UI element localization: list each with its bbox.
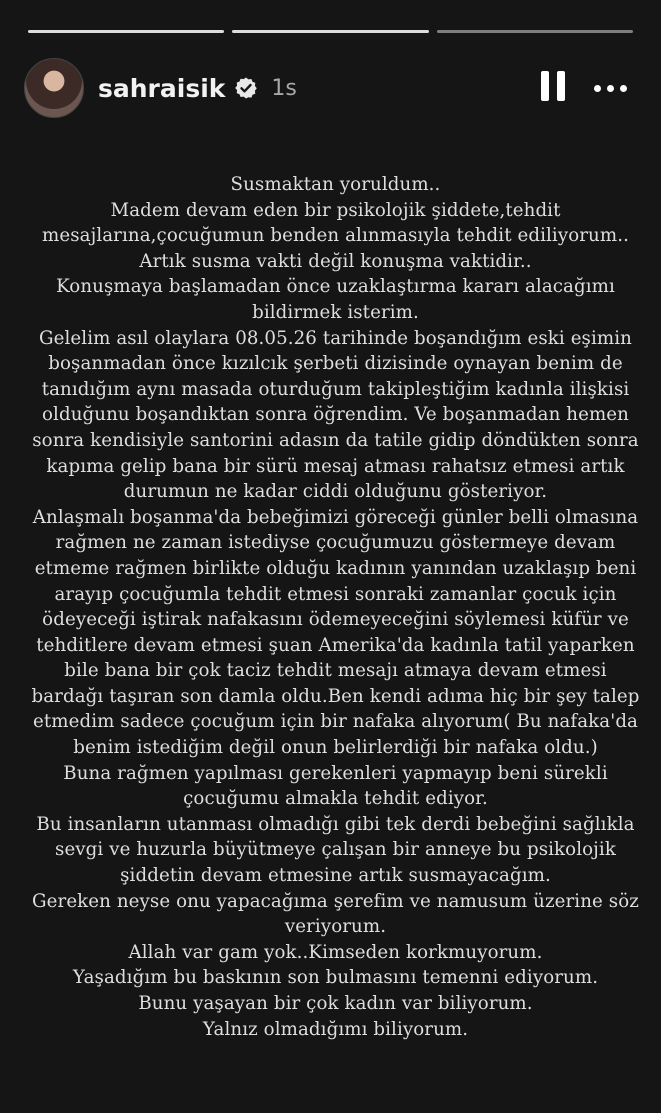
story-line: Susmaktan yoruldum..	[230, 174, 441, 195]
story-line: sevgi ve huzurla büyütmeye çalışan bir anneye bu psikolojik	[55, 839, 616, 861]
story-line: etmedim sadece çocuğum için bir nafaka alıyorum( Bu nafaka'da	[33, 711, 638, 733]
username[interactable]: sahraisik	[98, 73, 226, 103]
story-line: tehditlere devam etmesi şuan Amerika'da kadınla tatil yaparken	[36, 634, 635, 656]
story-line: Buna rağmen yapılması gerekenleri yapmayıp beni sürekli	[63, 762, 608, 784]
story-line: bile bana bir çok taciz tehdit mesajı atmaya devam etmesi	[64, 660, 607, 682]
story-line: etmeme rağmen birlikte olduğu kadının yanından uzaklaşıp beni	[34, 557, 637, 579]
story-line: Bu insanların utanması olmadığı gibi tek derdi bebeğini sağlıkla	[36, 813, 635, 835]
avatar[interactable]	[24, 58, 84, 118]
story-line: tanıdığım aynı masada oturduğum takipleştiğim kadınla ilişkisi	[41, 378, 630, 400]
story-line: kapıma gelip bana bir sürü mesaj atması rahatsız etmesi artık	[46, 455, 625, 477]
more-options-icon[interactable]	[594, 85, 627, 92]
story-line: Madem devam eden bir psikolojik şiddete,tehdit	[110, 199, 561, 221]
progress-segment-3	[437, 30, 633, 33]
story-line: sonra kendisiyle santorini adasın da tatile gidip döndükten sonra	[32, 429, 639, 451]
story-line: bildirmek isterim.	[252, 301, 419, 323]
story-line: Artık susma vakti değil konuşma vaktidir..	[139, 250, 532, 272]
story-line: olduğunu boşandıktan sonra öğrendim. Ve boşanmadan hemen	[41, 404, 629, 426]
story-line: Allah var gam yok..Kimseden korkmuyorum.	[128, 941, 543, 963]
story-progress-bar	[28, 30, 633, 33]
story-line: Bunu yaşayan bir çok kadın var biliyorum.	[138, 993, 533, 1014]
story-line: mesajlarına,çocuğumun benden alınmasıyla tehdit ediliyorum..	[42, 225, 629, 247]
story-line: rağmen ne zaman istediyse çocuğumuzu göstermeye devam	[55, 532, 616, 554]
story-line: benim istediğim değil onun belirlerdiği bir nafaka oldu.)	[73, 737, 598, 759]
pause-icon[interactable]	[538, 71, 568, 105]
post-time: 1s	[271, 75, 297, 101]
story-line: arayıp çocuğumla tehdit etmesi sonraki zamanlar çocuk için	[54, 583, 617, 605]
verified-badge-icon	[233, 75, 259, 101]
story-line: ödeyeceği iştirak nafakasını ödemeyeceğini söylemesi küfür ve	[42, 609, 629, 631]
progress-segment-1	[28, 30, 224, 33]
story-line: bardağı taşıran son damla oldu.Ben kendi adıma hiç bir şey talep	[31, 685, 640, 707]
story-line: şiddetin devam etmesine artık susmayacağım.	[120, 865, 551, 887]
story-line: veriyorum.	[284, 916, 387, 938]
story-header	[24, 58, 637, 118]
story-line: Gelelim asıl olaylara 08.05.26 tarihinde boşandığım eski eşimin	[39, 327, 632, 349]
story-text	[30, 172, 641, 1042]
story-line: Yalnız olmadığımı biliyorum.	[202, 1018, 469, 1040]
progress-segment-2	[232, 30, 428, 33]
story-line: Gereken neyse onu yapacağıma şerefim ve namusum üzerine söz	[32, 890, 639, 912]
story-line: Yaşadığım bu baskının son bulmasını temenni ediyorum.	[72, 967, 599, 989]
story-line: Anlaşmalı boşanma'da bebeğimizi göreceği günler belli olmasına	[32, 506, 639, 528]
story-line: çocuğumu almakla tehdit ediyor.	[183, 788, 488, 810]
story-line: Konuşmaya başlamadan önce uzaklaştırma kararı alacağımı	[56, 276, 615, 298]
story-line: durumun ne kadar ciddi olduğunu gösteriyor.	[123, 481, 548, 503]
story-line: boşanmadan önce kızılcık şerbeti dizisinde oynayan benim de	[48, 353, 623, 375]
